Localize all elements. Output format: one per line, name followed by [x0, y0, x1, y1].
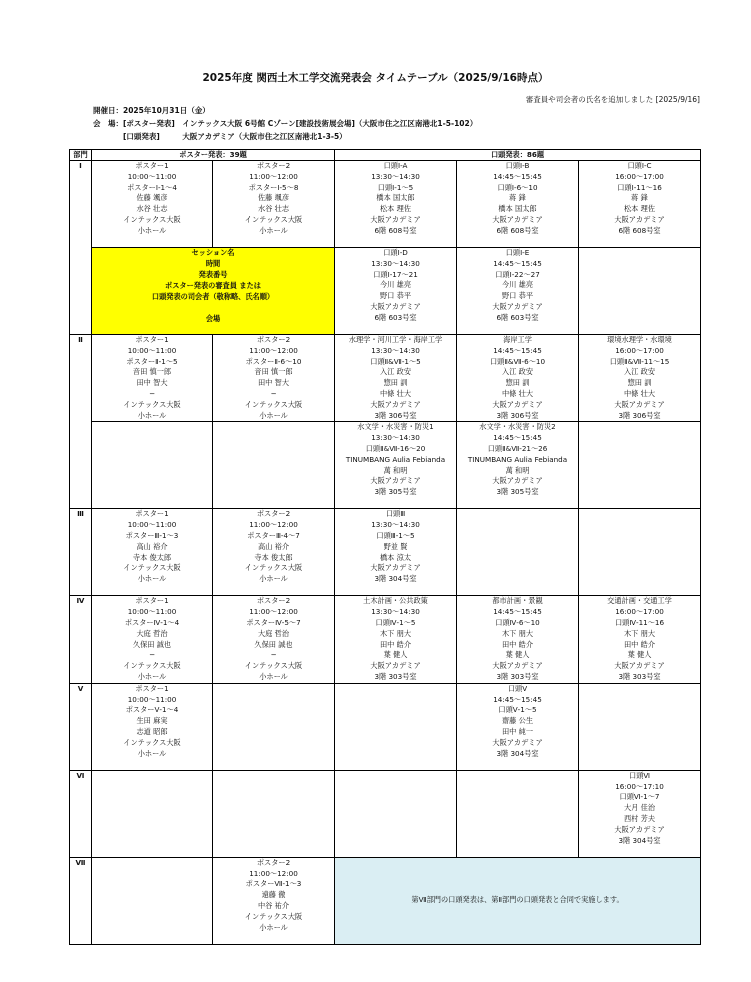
cell-line: 大阪アカデミア: [370, 301, 421, 311]
cell-line: 音田 慎一郎: [132, 367, 172, 377]
cell-line: 葉 健人: [627, 650, 652, 660]
cell-line: 13:30〜14:30: [371, 258, 420, 268]
cell-line: 橋本 国太郎: [498, 204, 537, 214]
cell-line: 14:45〜15:45: [493, 433, 542, 443]
update-note: 審査員や司会者の氏名を追加しました [2025/9/16]: [525, 95, 700, 104]
cell-line: ポスターⅢ-4〜7: [247, 530, 300, 540]
cell-line: 口頭Ⅱ&Ⅶ-21〜26: [487, 443, 548, 453]
cell-line: 水谷 壮志: [136, 204, 168, 214]
session-cell: [335, 335, 457, 422]
cell-line: インテックス大阪: [123, 399, 181, 409]
legend-line: 時間: [205, 259, 221, 268]
cell-line: 口頭Ⅰ-1〜5: [377, 182, 414, 192]
cell-line: 水文学・水災害・防災1: [357, 422, 434, 432]
table-row: [70, 770, 701, 857]
session-cell: [213, 683, 335, 770]
cell-line: ポスター1: [135, 509, 169, 519]
cell-line: 口頭Ⅰ-22〜27: [495, 269, 540, 279]
cell-line: ポスターⅣ-5〜7: [246, 617, 301, 627]
cell-line: 萬 和明: [505, 465, 530, 475]
cell-line: 大阪アカデミア: [492, 476, 543, 486]
cell-line: 交通計画・交通工学: [607, 596, 672, 606]
cell-line: 小ホール: [259, 671, 288, 681]
cell-line: 齋藤 公生: [501, 716, 534, 726]
cell-line: 口頭Ⅵ-1〜7: [619, 792, 660, 802]
cell-line: −: [270, 388, 277, 398]
division-label: Ⅴ: [70, 683, 92, 770]
table-row: [70, 509, 701, 596]
cell-line: 口頭Ⅰ-C: [627, 161, 652, 170]
merged-note: 第Ⅶ部門の口頭発表は、第Ⅱ部門の口頭発表と合同で実施します。: [335, 857, 701, 944]
cell-line: 寺本 俊太郎: [254, 552, 293, 562]
cell-line: 3階 306号室: [618, 410, 661, 420]
division-label: Ⅳ: [70, 596, 92, 683]
cell-line: ポスターⅢ-1〜3: [125, 530, 179, 540]
cell-line: 口頭Ⅳ-1〜5: [375, 617, 416, 627]
cell-line: ポスター1: [135, 335, 169, 344]
table-row: [70, 335, 701, 422]
cell-line: 11:00〜12:00: [249, 607, 298, 617]
cell-line: 大阪アカデミア: [492, 399, 543, 409]
cell-line: 3階 305号室: [374, 487, 417, 497]
cell-line: 3階 306号室: [374, 410, 417, 420]
cell-line: ポスター2: [256, 509, 291, 519]
cell-line: ポスターⅤ-1〜4: [125, 705, 179, 715]
cell-line: 大阪アカデミア: [492, 737, 543, 747]
cell-line: 口頭Ⅰ-D: [383, 248, 408, 257]
cell-line: 野並 賢: [383, 541, 408, 551]
legend-line: 発表番号: [198, 270, 228, 279]
cell-line: 13:30〜14:30: [371, 171, 420, 181]
cell-line: 6階 608号室: [496, 225, 539, 235]
session-cell: [92, 683, 213, 770]
cell-line: 松本 理佐: [623, 204, 656, 214]
cell-line: 田中 智大: [257, 378, 290, 388]
cell-line: 3階 305号室: [496, 487, 539, 497]
cell-line: インテックス大阪: [123, 563, 181, 573]
cell-line: 田中 皓介: [623, 639, 656, 649]
cell-line: 小ホール: [137, 225, 167, 235]
cell-line: 今川 雄亮: [379, 280, 412, 290]
cell-line: −: [270, 650, 277, 660]
cell-line: 小ホール: [137, 574, 167, 584]
cell-line: 10:00〜11:00: [127, 345, 177, 355]
session-cell: [213, 770, 335, 857]
cell-line: 16:00〜17:00: [615, 345, 664, 355]
cell-line: 口頭Ⅴ-1〜5: [498, 705, 537, 715]
cell-line: インテックス大阪: [244, 661, 303, 671]
cell-line: 萬 和明: [383, 465, 408, 475]
cell-line: 3階 306号室: [496, 410, 539, 420]
cell-line: 大阪アカデミア: [492, 661, 543, 671]
cell-line: 16:00〜17:00: [615, 607, 664, 617]
session-cell: [579, 422, 701, 509]
cell-line: 音田 慎一郎: [254, 367, 293, 377]
cell-line: 11:00〜12:00: [249, 868, 298, 878]
cell-line: 水文学・水災害・防災2: [479, 422, 556, 432]
cell-line: 西村 芳夫: [623, 813, 656, 823]
cell-line: インテックス大阪: [123, 737, 181, 747]
cell-line: 生田 麻実: [136, 716, 168, 726]
cell-line: 田中 純一: [501, 726, 534, 736]
cell-line: 惣田 訓: [627, 378, 652, 388]
session-cell: [335, 596, 457, 683]
cell-line: 口頭Ⅰ-11〜16: [617, 182, 662, 192]
legend-line: セッション名: [191, 248, 235, 257]
session-cell: [579, 770, 701, 857]
legend-box: [92, 248, 335, 335]
session-cell: [579, 335, 701, 422]
cell-line: 木下 朋大: [501, 628, 534, 638]
cell-line: 口頭Ⅰ-17〜21: [373, 269, 418, 279]
cell-line: 3階 304号室: [496, 748, 539, 758]
cell-line: 口頭Ⅱ&Ⅶ-16〜20: [365, 443, 426, 453]
cell-line: 小ホール: [137, 410, 167, 420]
session-cell: [335, 161, 457, 248]
page-title: 2025年度 関西土木工学交流発表会 タイムテーブル（2025/9/16時点）: [202, 72, 549, 84]
cell-line: 環境水理学・水環境: [607, 335, 672, 344]
cell-line: 海岸工学: [503, 335, 532, 344]
cell-line: ポスター2: [256, 857, 291, 867]
session-cell: [335, 248, 457, 335]
cell-line: 口頭Ⅱ&Ⅶ-6〜10: [489, 356, 546, 366]
session-cell: [92, 335, 213, 422]
cell-line: 野口 恭平: [379, 291, 412, 301]
cell-line: 大庭 哲治: [136, 628, 168, 638]
cell-line: TINUMBANG Aulia Febianda: [467, 454, 568, 464]
cell-line: 6階 603号室: [496, 312, 539, 322]
cell-line: 小ホール: [137, 748, 167, 758]
cell-line: 6階 608号室: [618, 225, 661, 235]
session-cell: [579, 683, 701, 770]
cell-line: 水理学・河川工学・海岸工学: [348, 335, 443, 344]
cell-line: 13:30〜14:30: [371, 345, 420, 355]
cell-line: 大阪アカデミア: [614, 661, 665, 671]
cell-line: ポスターⅠ-5〜8: [248, 182, 299, 192]
session-cell: [92, 770, 213, 857]
cell-line: 惣田 訓: [505, 378, 530, 388]
cell-line: 14:45〜15:45: [493, 345, 542, 355]
cell-line: 木下 朋大: [379, 628, 412, 638]
cell-line: 3階 304号室: [374, 574, 417, 584]
session-cell: [457, 248, 579, 335]
session-cell: [335, 683, 457, 770]
cell-line: TINUMBANG Aulia Febianda: [345, 454, 446, 464]
cell-line: 佐藤 颯彦: [136, 193, 168, 203]
session-cell: [579, 248, 701, 335]
cell-line: 野口 恭平: [501, 291, 534, 301]
division-label: Ⅵ: [70, 770, 92, 857]
cell-line: 大阪アカデミア: [370, 661, 421, 671]
cell-line: 高山 裕介: [136, 541, 168, 551]
cell-line: ポスターⅡ-6〜10: [245, 356, 302, 366]
cell-line: インテックス大阪: [123, 661, 181, 671]
cell-line: インテックス大阪: [244, 563, 303, 573]
cell-line: 都市計画・景観: [492, 596, 543, 606]
cell-line: 口頭Ⅲ-1〜5: [376, 530, 415, 540]
session-cell: [457, 509, 579, 596]
session-cell: [335, 770, 457, 857]
cell-line: 16:00〜17:00: [615, 171, 664, 181]
cell-line: 大阪アカデミア: [370, 214, 421, 224]
cell-line: 水谷 壮志: [257, 204, 290, 214]
session-cell: [335, 509, 457, 596]
cell-line: 13:30〜14:30: [371, 607, 420, 617]
session-cell: [213, 509, 335, 596]
cell-line: 葉 健人: [383, 650, 408, 660]
cell-line: 6階 603号室: [374, 312, 417, 322]
cell-line: 木下 朋大: [623, 628, 656, 638]
cell-line: 大阪アカデミア: [492, 301, 543, 311]
cell-line: 松本 理佐: [379, 204, 412, 214]
cell-line: 口頭Ⅱ&Ⅶ-1〜5: [370, 356, 421, 366]
cell-line: 佐藤 颯彦: [257, 193, 290, 203]
session-cell: [92, 422, 213, 509]
cell-line: 口頭Ⅴ: [507, 683, 528, 693]
cell-line: 3階 303号室: [374, 671, 417, 681]
session-cell: [457, 335, 579, 422]
cell-line: 中條 壮大: [379, 388, 412, 398]
cell-line: 口頭Ⅰ-E: [505, 248, 530, 257]
cell-line: 蒋 鋒: [509, 193, 526, 203]
cell-line: 11:00〜12:00: [249, 345, 298, 355]
cell-line: 入江 政安: [501, 367, 534, 377]
cell-line: 14:45〜15:45: [493, 694, 542, 704]
session-cell: [213, 335, 335, 422]
cell-line: 14:45〜15:45: [493, 171, 542, 181]
cell-line: 大阪アカデミア: [370, 399, 421, 409]
cell-line: −: [148, 388, 156, 398]
cell-line: 口頭Ⅵ: [629, 770, 651, 780]
venue-poster: 会 場：[ポスター発表] インテックス大阪 6号館 Cゾーン[建設技術展会場]（大阪市住之江区南港北1-5-102）: [93, 119, 478, 128]
cell-line: 橋本 国太郎: [376, 193, 415, 203]
cell-line: 口頭Ⅰ-B: [505, 161, 530, 170]
cell-line: 大阪アカデミア: [614, 399, 665, 409]
cell-line: 13:30〜14:30: [371, 520, 420, 530]
venue-oral: [口頭発表] 大阪アカデミア（大阪市住之江区南港北1-3-5）: [93, 132, 347, 141]
cell-line: 今川 雄亮: [501, 280, 534, 290]
division-header: 部門: [70, 150, 92, 161]
division-label: Ⅶ: [70, 857, 92, 944]
cell-line: インテックス大阪: [244, 214, 303, 224]
cell-line: 14:45〜15:45: [493, 258, 542, 268]
cell-line: 大阪アカデミア: [370, 563, 421, 573]
cell-line: 口頭Ⅰ-6〜10: [497, 182, 538, 192]
legend-line: ポスター発表の審査員 または: [165, 281, 261, 290]
cell-line: 中谷 祐介: [257, 900, 290, 910]
session-cell: [457, 161, 579, 248]
timetable: [69, 149, 701, 945]
cell-line: ポスター2: [256, 161, 291, 170]
legend-line: 会場: [205, 314, 221, 323]
cell-line: 田中 智大: [136, 378, 168, 388]
table-row: [70, 422, 701, 509]
cell-line: ポスター1: [135, 596, 169, 606]
cell-line: 入江 政安: [623, 367, 656, 377]
cell-line: インテックス大阪: [244, 399, 303, 409]
cell-line: 葉 健人: [505, 650, 530, 660]
table-row: [70, 857, 701, 944]
cell-line: 遠藤 徹: [261, 890, 286, 900]
session-cell: [457, 683, 579, 770]
cell-line: 大月 佳治: [623, 803, 656, 813]
poster-header: ポスター発表：39題: [92, 150, 335, 161]
session-cell: [213, 596, 335, 683]
cell-line: 入江 政安: [379, 367, 412, 377]
cell-line: 小ホール: [137, 671, 167, 681]
cell-line: 土木計画・公共政策: [363, 596, 428, 606]
cell-line: 10:00〜11:00: [127, 694, 177, 704]
session-cell: [335, 422, 457, 509]
cell-line: 口頭Ⅰ-A: [383, 161, 408, 170]
session-cell: [457, 770, 579, 857]
cell-line: 小ホール: [259, 574, 288, 584]
cell-line: 小ホール: [259, 410, 288, 420]
cell-line: 11:00〜12:00: [249, 171, 298, 181]
cell-line: 口頭Ⅳ-11〜16: [614, 617, 665, 627]
cell-line: 田中 皓介: [379, 639, 412, 649]
cell-line: 大阪アカデミア: [614, 824, 665, 834]
cell-line: ポスター1: [135, 683, 169, 693]
legend-line: 口頭発表の司会者（敬称略、氏名順）: [151, 292, 275, 301]
session-cell: [579, 161, 701, 248]
cell-line: 高山 裕介: [257, 541, 290, 551]
cell-line: −: [148, 650, 156, 660]
cell-line: 10:00〜11:00: [127, 520, 177, 530]
cell-line: ポスターⅡ-1〜5: [126, 356, 178, 366]
cell-line: 大阪アカデミア: [492, 214, 543, 224]
event-date: 開催日：2025年10月31日（金）: [93, 106, 210, 115]
cell-line: ポスターⅠ-1〜4: [127, 182, 177, 192]
session-cell: [213, 161, 335, 248]
cell-line: 寺本 俊太郎: [132, 552, 172, 562]
cell-line: 大阪アカデミア: [370, 476, 421, 486]
cell-line: 6階 608号室: [374, 225, 417, 235]
division-label: Ⅲ: [70, 509, 92, 596]
cell-line: 口頭Ⅳ-6〜10: [495, 617, 540, 627]
cell-line: インテックス大阪: [244, 911, 303, 921]
session-cell: [457, 596, 579, 683]
cell-line: 11:00〜12:00: [249, 520, 298, 530]
cell-line: 惣田 訓: [383, 378, 408, 388]
cell-line: 小ホール: [259, 922, 288, 932]
cell-line: 3階 303号室: [618, 671, 661, 681]
session-cell: [213, 422, 335, 509]
cell-line: 小ホール: [259, 225, 288, 235]
cell-line: 蒋 鋒: [631, 193, 648, 203]
cell-line: 久保田 誠也: [132, 639, 172, 649]
legend-line: [92, 303, 334, 314]
cell-line: 13:30〜14:30: [371, 433, 420, 443]
session-cell: [92, 509, 213, 596]
table-row: [70, 683, 701, 770]
cell-line: 中條 壮大: [501, 388, 534, 398]
cell-line: 3階 303号室: [496, 671, 539, 681]
poster2-cell: [213, 857, 335, 944]
table-row: [70, 161, 701, 248]
cell-line: 10:00〜11:00: [127, 171, 177, 181]
cell-line: 口頭Ⅱ&Ⅶ-11〜15: [609, 356, 670, 366]
cell-line: 10:00〜11:00: [127, 607, 177, 617]
cell-line: 3階 304号室: [618, 835, 661, 845]
cell-line: 志道 昭郎: [136, 726, 168, 736]
cell-line: 大庭 哲治: [257, 628, 290, 638]
session-cell: [579, 596, 701, 683]
table-header-row: [70, 150, 701, 161]
cell-line: 久保田 誠也: [254, 639, 293, 649]
cell-line: ポスター2: [256, 335, 291, 344]
cell-line: 16:00〜17:10: [615, 781, 664, 791]
cell-line: 橋本 涼太: [379, 552, 412, 562]
session-cell: [579, 509, 701, 596]
cell-line: ポスター1: [135, 161, 169, 170]
table-row: [70, 248, 701, 335]
cell-line: 大阪アカデミア: [614, 214, 665, 224]
session-cell: [92, 596, 213, 683]
cell-line: インテックス大阪: [123, 214, 181, 224]
cell-line: 口頭Ⅲ: [385, 509, 406, 519]
division-label: Ⅰ: [70, 161, 92, 335]
session-cell: [92, 161, 213, 248]
table-row: [70, 596, 701, 683]
poster1-cell: [92, 857, 213, 944]
oral-header: 口頭発表：86題: [335, 150, 701, 161]
session-cell: [457, 422, 579, 509]
cell-line: 14:45〜15:45: [493, 607, 542, 617]
cell-line: ポスター2: [256, 596, 291, 606]
cell-line: ポスターⅦ-1〜3: [245, 879, 302, 889]
cell-line: 中條 壮大: [623, 388, 656, 398]
cell-line: 田中 皓介: [501, 639, 534, 649]
division-label: Ⅱ: [70, 335, 92, 509]
cell-line: ポスターⅣ-1〜4: [124, 617, 180, 627]
